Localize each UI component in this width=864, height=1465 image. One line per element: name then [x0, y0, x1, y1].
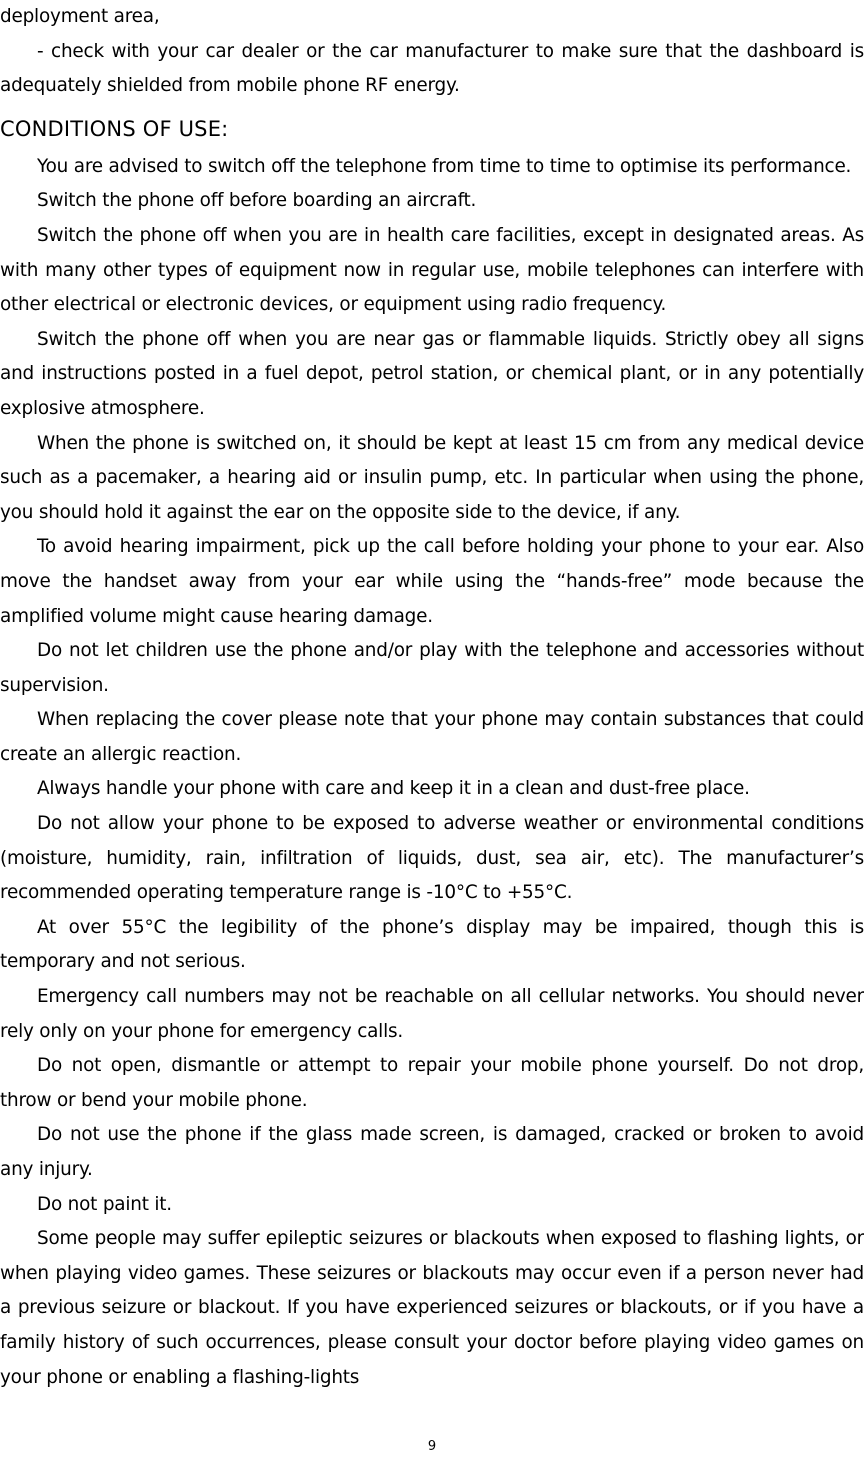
paragraph-flammable: Switch the phone off when you are near gas or flammable liquids. Strictly obey all signs and instructions posted in a fuel depot, petrol station, or chemical plant, or in any potentially explosive atmosphere.: [0, 328, 864, 419]
paragraph-epileptic: Some people may suffer epileptic seizures or blackouts when exposed to flashing lights, or when playing video games. These seizures or blackouts may occur even if a person never had a previous seizure or blackout. If you have experienced seizures or blackouts, or if you have a family history of such occurrences, please consult your doctor before playing video games on your phone or enabling a flashing-lights: [0, 1228, 864, 1388]
paragraph-emergency: Emergency call numbers may not be reachable on all cellular networks. You should never rely only on your phone for emergency calls.: [0, 986, 864, 1042]
section-heading: CONDITIONS OF USE:: [0, 116, 229, 141]
paragraph-glass-screen: Do not use the phone if the glass made screen, is damaged, cracked or broken to avoid any injury.: [0, 1124, 864, 1180]
paragraph-aircraft: Switch the phone off before boarding an aircraft.: [37, 190, 477, 212]
paragraph-health-care: Switch the phone off when you are in health care facilities, except in designated areas. As with many other types of equipment now in regular use, mobile telephones can interfere with other electrical or electronic devices, or equipment using radio frequency.: [0, 224, 864, 316]
paragraph-paint: Do not paint it.: [37, 1193, 172, 1215]
paragraph-children: Do not let children use the phone and/or play with the telephone and accessories without supervision.: [0, 640, 864, 696]
paragraph-optimise: You are advised to switch off the telephone from time to time to optimise its performance.: [37, 155, 852, 177]
paragraph-handle-care: Always handle your phone with care and keep it in a clean and dust-free place.: [37, 778, 750, 800]
page-number: 9: [427, 1439, 437, 1454]
paragraph-display-temperature: At over 55°C the legibility of the phone’s display may be impaired, though this is temporary and not serious.: [0, 916, 864, 973]
dashboard-shield-paragraph: - check with your car dealer or the car manufacturer to make sure that the dashboard is adequately shielded from mobile phone RF energy.: [0, 40, 864, 97]
paragraph-medical-device: When the phone is switched on, it should be kept at least 15 cm from any medical device such as a pacemaker, a hearing aid or insulin pump, etc. In particular when using the phone, you should hold it against the ear on the opposite side to the device, if any.: [0, 432, 864, 523]
paragraph-hearing: To avoid hearing impairment, pick up the call before holding your phone to your ear. Also move the handset away from your ear while using the “hands-free” mode because the amplified volume might cause hearing damage.: [0, 536, 864, 627]
continued-line: deployment area,: [0, 6, 160, 27]
paragraph-weather: Do not allow your phone to be exposed to adverse weather or environmental conditions (moisture, humidity, rain, infiltration of liquids, dust, sea air, etc). The manufacturer’s recommended operating temperature range is -10°C to +55°C.: [0, 813, 864, 904]
paragraph-allergic: When replacing the cover please note that your phone may contain substances that could create an allergic reaction.: [0, 709, 864, 765]
paragraph-dismantle: Do not open, dismantle or attempt to repair your mobile phone yourself. Do not drop, throw or bend your mobile phone.: [0, 1055, 864, 1111]
